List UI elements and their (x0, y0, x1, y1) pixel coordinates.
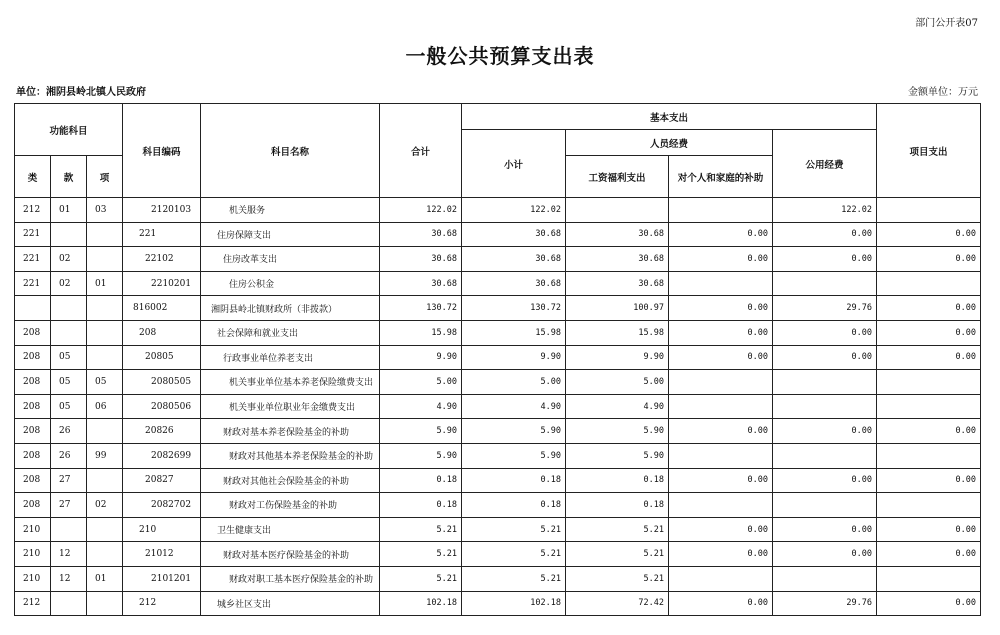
cell-salary: 5.00 (566, 370, 669, 395)
cell-total: 30.68 (380, 247, 462, 272)
cell-public: 0.00 (773, 222, 877, 247)
cell-subsidy (669, 370, 773, 395)
cell-code: 20805 (123, 345, 201, 370)
cell-code: 20826 (123, 419, 201, 444)
cell-total: 5.21 (380, 542, 462, 567)
cell-section: 27 (51, 493, 87, 518)
cell-item (87, 320, 123, 345)
cell-project (877, 370, 981, 395)
table-row (15, 247, 981, 272)
cell-salary: 15.98 (566, 320, 669, 345)
cell-total: 5.21 (380, 517, 462, 542)
header-code: 科目编码 (123, 104, 201, 198)
cell-class: 212 (15, 198, 51, 223)
cell-name: 住房公积金 (201, 271, 380, 296)
cell-item (87, 222, 123, 247)
cell-name: 卫生健康支出 (201, 517, 380, 542)
cell-subsidy: 0.00 (669, 345, 773, 370)
cell-class: 208 (15, 493, 51, 518)
cell-total: 5.21 (380, 566, 462, 591)
cell-section: 05 (51, 370, 87, 395)
table-row (15, 271, 981, 296)
table-row (15, 296, 981, 321)
table-row (15, 542, 981, 567)
cell-section: 12 (51, 566, 87, 591)
cell-name: 财政对职工基本医疗保险基金的补助 (201, 566, 380, 591)
cell-subtotal: 5.21 (462, 566, 566, 591)
cell-name: 住房保障支出 (201, 222, 380, 247)
cell-total: 130.72 (380, 296, 462, 321)
cell-class: 221 (15, 222, 51, 247)
cell-item: 99 (87, 443, 123, 468)
cell-project: 0.00 (877, 517, 981, 542)
cell-public (773, 394, 877, 419)
cell-salary: 4.90 (566, 394, 669, 419)
table-row (15, 566, 981, 591)
cell-total: 0.18 (380, 468, 462, 493)
unit-label: 单位：湘阴县岭北镇人民政府 (16, 87, 146, 98)
table-row (15, 370, 981, 395)
cell-name: 财政对其他社会保险基金的补助 (201, 468, 380, 493)
cell-section: 27 (51, 468, 87, 493)
table-row (15, 468, 981, 493)
cell-salary: 5.21 (566, 566, 669, 591)
header-salary: 工资福利支出 (566, 156, 669, 198)
cell-item: 03 (87, 198, 123, 223)
cell-total: 4.90 (380, 394, 462, 419)
cell-project: 0.00 (877, 468, 981, 493)
cell-class: 221 (15, 271, 51, 296)
cell-subtotal: 102.18 (462, 591, 566, 616)
cell-item (87, 296, 123, 321)
cell-total: 102.18 (380, 591, 462, 616)
cell-item: 01 (87, 566, 123, 591)
cell-class: 208 (15, 345, 51, 370)
cell-total: 5.00 (380, 370, 462, 395)
cell-subsidy: 0.00 (669, 517, 773, 542)
cell-salary: 0.18 (566, 493, 669, 518)
cell-class: 208 (15, 370, 51, 395)
cell-subtotal: 30.68 (462, 247, 566, 272)
table-row (15, 591, 981, 616)
cell-project: 0.00 (877, 542, 981, 567)
cell-public: 29.76 (773, 296, 877, 321)
cell-name: 社会保障和就业支出 (201, 320, 380, 345)
cell-class: 210 (15, 566, 51, 591)
cell-code: 2082702 (123, 493, 201, 518)
cell-name: 行政事业单位养老支出 (201, 345, 380, 370)
cell-section: 02 (51, 247, 87, 272)
header-subtotal: 小计 (462, 130, 566, 198)
cell-salary: 5.90 (566, 419, 669, 444)
cell-public: 0.00 (773, 517, 877, 542)
cell-subsidy: 0.00 (669, 222, 773, 247)
cell-salary: 9.90 (566, 345, 669, 370)
cell-code: 2120103 (123, 198, 201, 223)
cell-code: 816002 (123, 296, 201, 321)
cell-subtotal: 5.90 (462, 443, 566, 468)
table-row (15, 419, 981, 444)
cell-public: 0.00 (773, 247, 877, 272)
cell-salary (566, 198, 669, 223)
cell-project (877, 443, 981, 468)
cell-subsidy (669, 271, 773, 296)
cell-salary: 72.42 (566, 591, 669, 616)
cell-code: 22102 (123, 247, 201, 272)
cell-project: 0.00 (877, 247, 981, 272)
cell-section (51, 320, 87, 345)
cell-code: 210 (123, 517, 201, 542)
cell-subtotal: 5.90 (462, 419, 566, 444)
cell-subsidy: 0.00 (669, 419, 773, 444)
header-project: 项目支出 (877, 104, 981, 198)
cell-subtotal: 9.90 (462, 345, 566, 370)
cell-code: 221 (123, 222, 201, 247)
cell-class: 221 (15, 247, 51, 272)
cell-name: 城乡社区支出 (201, 591, 380, 616)
cell-item: 02 (87, 493, 123, 518)
table-row (15, 320, 981, 345)
cell-public: 0.00 (773, 419, 877, 444)
cell-public (773, 443, 877, 468)
cell-subsidy (669, 493, 773, 518)
cell-project (877, 566, 981, 591)
cell-project: 0.00 (877, 296, 981, 321)
cell-subtotal: 122.02 (462, 198, 566, 223)
cell-name: 机关服务 (201, 198, 380, 223)
cell-name: 住房改革支出 (201, 247, 380, 272)
table-row (15, 198, 981, 223)
cell-salary: 30.68 (566, 222, 669, 247)
cell-total: 30.68 (380, 271, 462, 296)
cell-section: 01 (51, 198, 87, 223)
cell-code: 2101201 (123, 566, 201, 591)
cell-subsidy: 0.00 (669, 468, 773, 493)
cell-item (87, 247, 123, 272)
amount-unit-label: 金额单位：万元 (908, 87, 978, 98)
cell-total: 9.90 (380, 345, 462, 370)
cell-total: 122.02 (380, 198, 462, 223)
cell-section (51, 222, 87, 247)
cell-item: 05 (87, 370, 123, 395)
cell-salary: 0.18 (566, 468, 669, 493)
cell-salary: 5.90 (566, 443, 669, 468)
cell-public (773, 566, 877, 591)
cell-salary: 5.21 (566, 542, 669, 567)
cell-code: 21012 (123, 542, 201, 567)
cell-section (51, 296, 87, 321)
cell-subtotal: 30.68 (462, 222, 566, 247)
cell-section: 12 (51, 542, 87, 567)
cell-code: 2080505 (123, 370, 201, 395)
header-name: 科目名称 (201, 104, 380, 198)
cell-subtotal: 15.98 (462, 320, 566, 345)
header-function-subject: 功能科目 (15, 104, 123, 156)
table-row (15, 493, 981, 518)
cell-code: 2082699 (123, 443, 201, 468)
cell-subsidy: 0.00 (669, 296, 773, 321)
header-total: 合计 (380, 104, 462, 198)
header-public: 公用经费 (773, 130, 877, 198)
cell-salary: 30.68 (566, 271, 669, 296)
cell-project (877, 271, 981, 296)
cell-subtotal: 0.18 (462, 493, 566, 518)
cell-code: 2080506 (123, 394, 201, 419)
header-section: 款 (51, 156, 87, 198)
cell-item (87, 419, 123, 444)
cell-class: 208 (15, 320, 51, 345)
cell-project (877, 394, 981, 419)
cell-section: 26 (51, 443, 87, 468)
cell-public: 0.00 (773, 345, 877, 370)
table-body (15, 198, 981, 616)
cell-subtotal: 30.68 (462, 271, 566, 296)
cell-section (51, 591, 87, 616)
cell-public: 0.00 (773, 468, 877, 493)
cell-salary: 100.97 (566, 296, 669, 321)
cell-class: 208 (15, 419, 51, 444)
cell-project: 0.00 (877, 419, 981, 444)
header-personnel: 人员经费 (566, 130, 773, 156)
cell-total: 15.98 (380, 320, 462, 345)
cell-item: 01 (87, 271, 123, 296)
cell-subtotal: 0.18 (462, 468, 566, 493)
cell-item (87, 542, 123, 567)
cell-project (877, 493, 981, 518)
header-basic: 基本支出 (462, 104, 877, 130)
cell-section: 05 (51, 394, 87, 419)
cell-subsidy: 0.00 (669, 247, 773, 272)
cell-project (877, 198, 981, 223)
cell-item (87, 591, 123, 616)
cell-subsidy: 0.00 (669, 542, 773, 567)
cell-class: 208 (15, 468, 51, 493)
cell-total: 0.18 (380, 493, 462, 518)
cell-subtotal: 5.21 (462, 542, 566, 567)
cell-project: 0.00 (877, 591, 981, 616)
cell-subtotal: 5.21 (462, 517, 566, 542)
budget-table (14, 103, 981, 616)
form-id: 部门公开表07 (915, 18, 978, 29)
cell-subsidy: 0.00 (669, 591, 773, 616)
cell-section (51, 517, 87, 542)
cell-class: 208 (15, 394, 51, 419)
table-row (15, 394, 981, 419)
table-row (15, 517, 981, 542)
cell-name: 湘阴县岭北镇财政所（非拨款） (201, 296, 380, 321)
cell-name: 机关事业单位职业年金缴费支出 (201, 394, 380, 419)
cell-public: 29.76 (773, 591, 877, 616)
cell-total: 30.68 (380, 222, 462, 247)
cell-class (15, 296, 51, 321)
cell-item: 06 (87, 394, 123, 419)
cell-public: 0.00 (773, 320, 877, 345)
cell-salary: 5.21 (566, 517, 669, 542)
cell-subsidy (669, 566, 773, 591)
cell-subtotal: 5.00 (462, 370, 566, 395)
cell-subtotal: 4.90 (462, 394, 566, 419)
cell-total: 5.90 (380, 419, 462, 444)
header-class: 类 (15, 156, 51, 198)
cell-subtotal: 130.72 (462, 296, 566, 321)
cell-code: 208 (123, 320, 201, 345)
cell-class: 210 (15, 542, 51, 567)
cell-public (773, 370, 877, 395)
cell-total: 5.90 (380, 443, 462, 468)
cell-project: 0.00 (877, 320, 981, 345)
cell-subsidy (669, 198, 773, 223)
cell-class: 208 (15, 443, 51, 468)
cell-public (773, 271, 877, 296)
cell-project: 0.00 (877, 222, 981, 247)
cell-code: 20827 (123, 468, 201, 493)
cell-code: 2210201 (123, 271, 201, 296)
table-row (15, 443, 981, 468)
cell-subsidy: 0.00 (669, 320, 773, 345)
cell-name: 财政对基本养老保险基金的补助 (201, 419, 380, 444)
cell-subsidy (669, 443, 773, 468)
cell-name: 财政对工伤保险基金的补助 (201, 493, 380, 518)
cell-name: 财政对基本医疗保险基金的补助 (201, 542, 380, 567)
cell-class: 210 (15, 517, 51, 542)
cell-section: 05 (51, 345, 87, 370)
cell-name: 机关事业单位基本养老保险缴费支出 (201, 370, 380, 395)
table-row (15, 345, 981, 370)
cell-section: 26 (51, 419, 87, 444)
cell-public: 0.00 (773, 542, 877, 567)
cell-code: 212 (123, 591, 201, 616)
cell-public: 122.02 (773, 198, 877, 223)
page-title: 一般公共预算支出表 (405, 44, 595, 68)
cell-project: 0.00 (877, 345, 981, 370)
cell-name: 财政对其他基本养老保险基金的补助 (201, 443, 380, 468)
cell-item (87, 345, 123, 370)
header-subsidy: 对个人和家庭的补助 (669, 156, 773, 198)
table-row (15, 222, 981, 247)
cell-item (87, 468, 123, 493)
cell-public (773, 493, 877, 518)
cell-subsidy (669, 394, 773, 419)
cell-item (87, 517, 123, 542)
cell-class: 212 (15, 591, 51, 616)
header-item: 项 (87, 156, 123, 198)
cell-section: 02 (51, 271, 87, 296)
cell-salary: 30.68 (566, 247, 669, 272)
